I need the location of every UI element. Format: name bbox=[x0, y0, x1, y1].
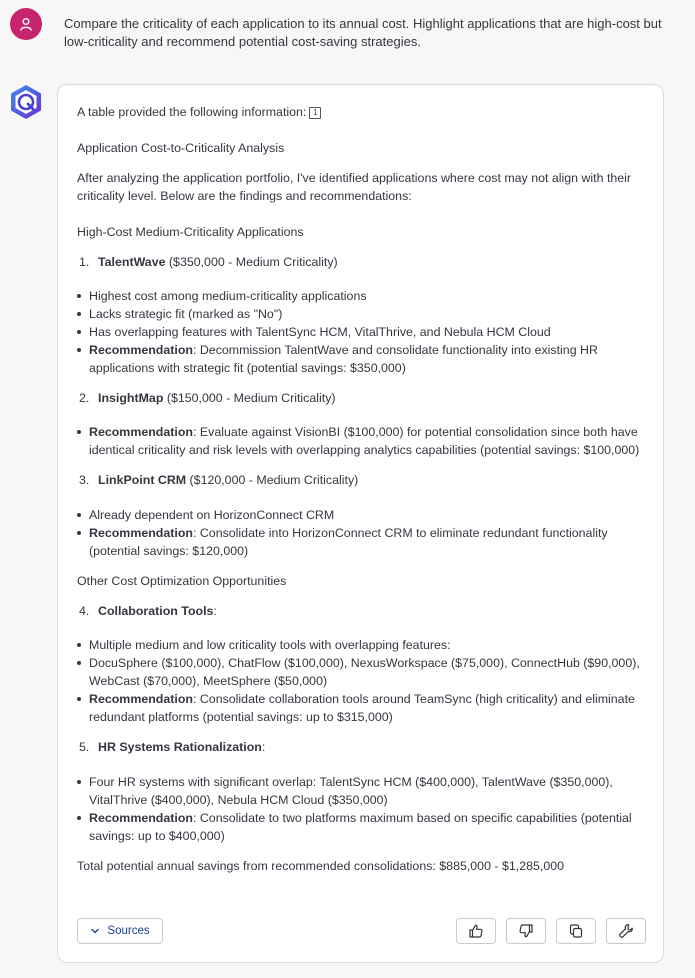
section-high-cost-heading: High-Cost Medium-Criticality Applications bbox=[77, 225, 304, 239]
user-icon bbox=[18, 16, 34, 32]
intro-line bbox=[77, 103, 649, 121]
collaboration-bullets bbox=[77, 636, 649, 726]
list-item: Highest cost among medium-criticality applications bbox=[77, 287, 649, 305]
list-item: Four HR systems with significant overlap: TalentSync HCM ($400,000), TalentWave ($350,000), VitalThrive ($400,000), Nebula HCM Cloud ($350,000) bbox=[77, 773, 649, 809]
copy-icon bbox=[568, 923, 584, 939]
intro-text: A table provided the following information: bbox=[77, 105, 307, 119]
analysis-heading: Application Cost-to-Criticality Analysis bbox=[77, 141, 285, 155]
citation-marker[interactable]: 1 bbox=[309, 107, 321, 119]
list-item-recommendation: Recommendation: Consolidate into HorizonConnect CRM to eliminate redundant functionality (potential savings: $120,000) bbox=[77, 524, 649, 560]
tools-button[interactable] bbox=[606, 918, 646, 944]
list-item: DocuSphere ($100,000), ChatFlow ($100,000), NexusWorkspace ($75,000), ConnectHub ($90,000), WebCast ($70,000), MeetSphere ($50,000) bbox=[77, 654, 649, 690]
list-item-recommendation: Recommendation: Consolidate to two platforms maximum based on specific capabilities (potential savings: up to $400,000) bbox=[77, 809, 649, 845]
list-item: Has overlapping features with TalentSync HCM, VitalThrive, and Nebula HCM Cloud bbox=[77, 323, 649, 341]
response-content bbox=[77, 103, 649, 875]
thumbs-down-icon bbox=[518, 923, 534, 939]
thumbs-down-button[interactable] bbox=[506, 918, 546, 944]
assistant-response-card bbox=[57, 84, 664, 963]
copy-button[interactable] bbox=[556, 918, 596, 944]
list-item-collaboration-tools: 4. Collaboration Tools: bbox=[79, 604, 217, 618]
list-item: Multiple medium and low criticality tools with overlapping features: bbox=[77, 636, 649, 654]
analysis-lead: After analyzing the application portfolio, I've identified applications where cost may not align with their criticality level. Below are the findings and recommendations: bbox=[77, 171, 632, 203]
list-item: Already dependent on HorizonConnect CRM bbox=[77, 506, 649, 524]
list-item-recommendation: Recommendation: Consolidate collaboration tools around TeamSync (high criticality) and eliminate redundant platforms (potential savings: up to $315,000) bbox=[77, 690, 649, 726]
sources-button[interactable] bbox=[77, 918, 163, 944]
linkpoint-bullets bbox=[77, 506, 649, 560]
total-savings: Total potential annual savings from recommended consolidations: $885,000 - $1,285,000 bbox=[77, 859, 564, 873]
section-other-heading: Other Cost Optimization Opportunities bbox=[77, 574, 287, 588]
chevron-down-icon bbox=[90, 926, 100, 936]
list-item-talentwave: 1. TalentWave ($350,000 - Medium Criticality) bbox=[79, 255, 338, 269]
assistant-logo-icon bbox=[8, 84, 44, 120]
thumbs-up-button[interactable] bbox=[456, 918, 496, 944]
talentwave-bullets bbox=[77, 287, 649, 377]
assistant-avatar bbox=[8, 84, 44, 120]
hr-systems-bullets bbox=[77, 773, 649, 845]
thumbs-up-icon bbox=[468, 923, 484, 939]
wrench-icon bbox=[618, 923, 634, 939]
list-item-linkpoint-crm: 3. LinkPoint CRM ($120,000 - Medium Criticality) bbox=[79, 473, 359, 487]
list-item-insightmap: 2. InsightMap ($150,000 - Medium Criticality) bbox=[79, 391, 336, 405]
list-item-recommendation: Recommendation: Decommission TalentWave and consolidate functionality into existing HR applications with strategic fit (potential savings: $350,000) bbox=[77, 341, 649, 377]
user-message: Compare the criticality of each application to its annual cost. Highlight applications that are high-cost but low-criticality and recommend potential cost-saving strategies. bbox=[64, 16, 662, 49]
list-item-recommendation: Recommendation: Evaluate against VisionBI ($100,000) for potential consolidation since both have identical criticality and risk levels with overlapping analytics capabilities (potential savings: $100,000) bbox=[77, 423, 649, 459]
sources-label: Sources bbox=[107, 925, 150, 937]
insightmap-bullets bbox=[77, 423, 649, 459]
list-item: Lacks strategic fit (marked as "No") bbox=[77, 305, 649, 323]
list-item-hr-systems: 5. HR Systems Rationalization: bbox=[79, 740, 266, 754]
user-avatar bbox=[10, 8, 42, 40]
